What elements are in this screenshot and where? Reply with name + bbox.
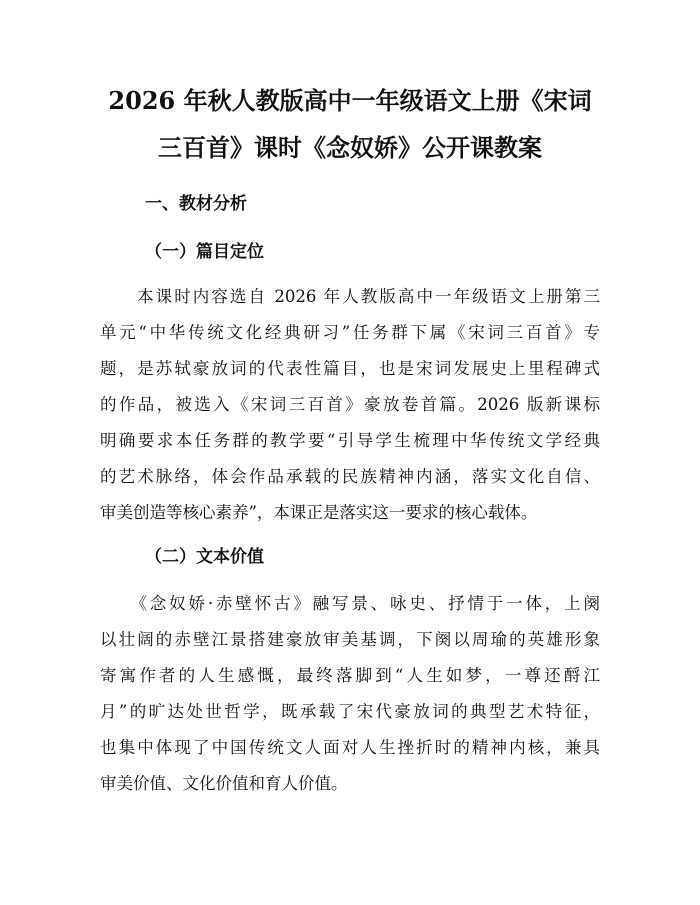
paragraph-line: 本课时内容选自 2026 年人教版高中一年级语文上册第三 xyxy=(100,287,600,306)
paragraph-text-value xyxy=(100,586,600,802)
paragraph-line: 月”的旷达处世哲学，既承载了宋代豪放词的典型艺术特征， xyxy=(100,702,600,721)
paragraph-line: 《念奴娇·赤壁怀古》融写景、咏史、抒情于一体，上阕 xyxy=(100,594,600,613)
section-heading-textbook-analysis: 一、教材分析 xyxy=(145,194,247,214)
paragraph-line: 的艺术脉络，体会作品承载的民族精神内涵，落实文化自信、 xyxy=(100,467,600,486)
paragraph-line: 审美价值、文化价值和育人价值。 xyxy=(100,774,348,793)
paragraph-line: 寄寓作者的人生感慨，最终落脚到“人生如梦，一尊还酹江 xyxy=(100,666,600,685)
paragraph-line: 题，是苏轼豪放词的代表性篇目，也是宋词发展史上里程碑式 xyxy=(100,359,600,378)
paragraph-line: 也集中体现了中国传统文人面对人生挫折时的精神内核，兼具 xyxy=(100,738,600,757)
document-title-line-2: 三百首》课时《念奴娇》公开课教案 xyxy=(158,133,542,162)
document-title-line-1: 2026 年秋人教版高中一年级语文上册《宋词 xyxy=(108,86,592,115)
subsection-heading-positioning: （一）篇目定位 xyxy=(145,242,264,262)
paragraph-positioning xyxy=(100,279,600,531)
paragraph-line: 的作品，被选入《宋词三百首》豪放卷首篇。2026 版新课标 xyxy=(100,395,600,414)
paragraph-line: 以壮阔的赤壁江景搭建豪放审美基调，下阕以周瑜的英雄形象 xyxy=(100,630,600,649)
paragraph-line: 单元“中华传统文化经典研习”任务群下属《宋词三百首》专 xyxy=(100,323,600,342)
paragraph-line: 审美创造等核心素养”，本课正是落实这一要求的核心载体。 xyxy=(100,503,538,522)
paragraph-line: 明确要求本任务群的教学要“引导学生梳理中华传统文学经典 xyxy=(100,431,600,450)
subsection-heading-text-value: （二）文本价值 xyxy=(145,547,264,567)
